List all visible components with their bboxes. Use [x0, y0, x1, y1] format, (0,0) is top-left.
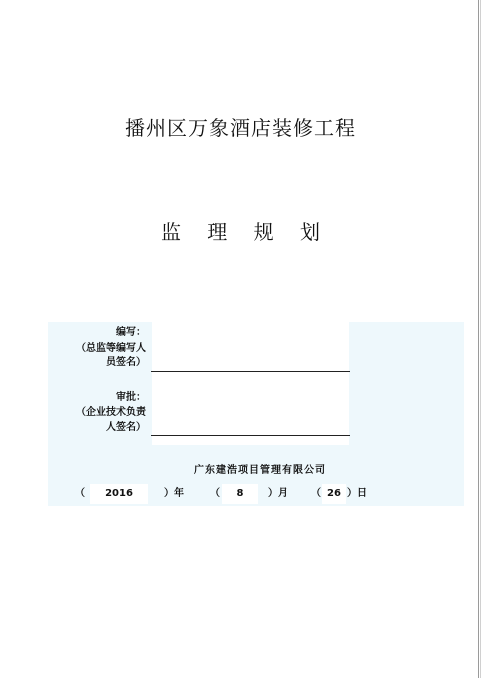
- approve-role-line1: （企业技术负责: [76, 407, 146, 418]
- page-edge: [478, 0, 479, 678]
- project-title: 播州区万象酒店装修工程: [125, 116, 356, 140]
- date-month-unit: ）月: [268, 488, 288, 499]
- approve-label: 审批：: [116, 392, 146, 403]
- date-day-field[interactable]: 26: [322, 484, 346, 504]
- date-month-field[interactable]: 8: [222, 484, 258, 504]
- date-open-paren: （: [75, 488, 85, 499]
- approve-role-line2: 人签名）: [106, 422, 146, 433]
- compile-signature-line[interactable]: [151, 371, 350, 372]
- approve-signature-line[interactable]: [151, 435, 350, 436]
- date-year-unit: ）年: [164, 488, 184, 499]
- date-day-open: （: [311, 488, 321, 499]
- compile-role-line1: （总监等编写人: [76, 343, 146, 354]
- document-subtitle: 监 理 规 划: [160, 220, 331, 244]
- signature-area: [152, 322, 349, 445]
- compile-label: 编写：: [116, 327, 146, 338]
- date-year-field[interactable]: 2016: [90, 484, 148, 504]
- company-name: 广东建浩项目管理有限公司: [194, 465, 326, 476]
- compile-role-line2: 员签名）: [106, 357, 146, 368]
- date-month-open: （: [210, 488, 220, 499]
- date-day-unit: ）日: [347, 488, 367, 499]
